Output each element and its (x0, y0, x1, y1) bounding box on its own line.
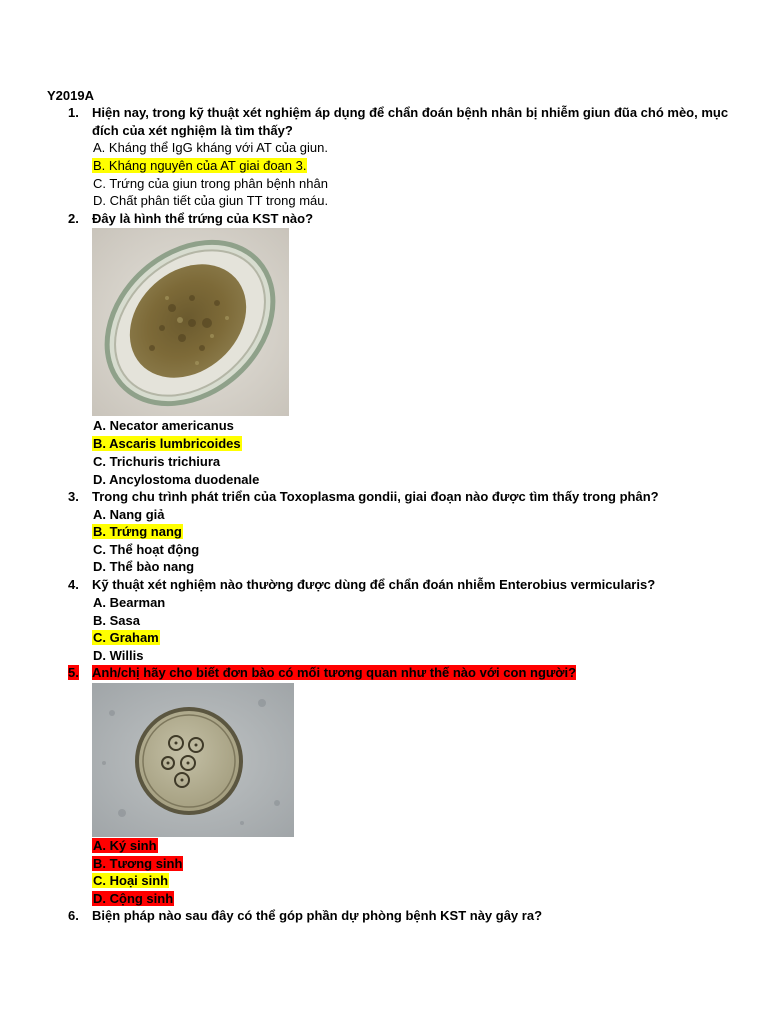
question-1-option-c: C. Trứng của giun trong phân bệnh nhân (93, 176, 328, 191)
question-2-option-b (92, 435, 242, 453)
answer-highlight: C. Graham (93, 630, 159, 645)
answer-highlight: C. Hoại sinh (93, 873, 169, 888)
answer-highlight: B. Ascaris lumbricoides (93, 436, 241, 451)
document-title: Y2019A (47, 88, 94, 103)
question-3-option-a: A. Nang giả (93, 507, 165, 522)
question-1-number: 1. (68, 105, 79, 120)
question-4-option-d: D. Willis (93, 648, 144, 663)
question-4-option-b: B. Sasa (93, 613, 140, 628)
question-4-option-c (92, 629, 160, 647)
question-5-option-c (92, 872, 169, 890)
question-2-option-a: A. Necator americanus (93, 418, 234, 433)
question-4-number: 4. (68, 577, 79, 592)
question-3-number: 3. (68, 489, 79, 504)
question-4-option-a: A. Bearman (93, 595, 166, 610)
protozoan-cyst-micrograph (92, 683, 294, 837)
question-2-option-d: D. Ancylostoma duodenale (93, 472, 260, 487)
question-2-option-c: C. Trichuris trichiura (93, 454, 221, 469)
question-5-option-d (92, 890, 174, 908)
question-5-option-a (92, 837, 158, 855)
question-2-text: Đây là hình thể trứng của KST nào? (92, 211, 314, 226)
question-3-option-b (92, 523, 183, 541)
question-6-text: Biện pháp nào sau đây có thể góp phần dự phòng bệnh KST này gây ra? (92, 908, 543, 923)
question-5-option-b (92, 855, 183, 873)
question-6-number: 6. (68, 908, 79, 923)
question-1-text: Hiện nay, trong kỹ thuật xét nghiệm áp dụng để chẩn đoán bệnh nhân bị nhiễm giun đũa chó mèo, mục đích của xét nghiệm là tìm thấy? (92, 105, 729, 138)
question-1-option-a: A. Kháng thể IgG kháng với AT của giun. (93, 140, 328, 155)
question-1-option-d: D. Chất phân tiết của giun TT trong máu. (93, 193, 329, 208)
question-3-text: Trong chu trình phát triển của Toxoplasma gondii, giai đoạn nào được tìm thấy trong phân? (92, 489, 659, 504)
question-4-text: Kỹ thuật xét nghiệm nào thường được dùng để chẩn đoán nhiễm Enterobius vermicularis? (92, 577, 656, 592)
ascaris-egg-micrograph (92, 228, 289, 416)
answer-highlight: B. Kháng nguyên của AT giai đoạn 3. (93, 158, 307, 173)
question-5-number (68, 664, 90, 682)
question-highlight: 5. (68, 665, 79, 680)
question-highlight: Anh/chị hãy cho biết đơn bào có mối tương quan như thế nào với con người? (92, 665, 577, 680)
question-5-text (92, 664, 732, 682)
answer-highlight: B. Trứng nang (93, 524, 182, 539)
answer-highlight: D. Cộng sinh (93, 891, 174, 906)
question-2-number: 2. (68, 211, 79, 226)
answer-highlight: B. Tương sinh (93, 856, 183, 871)
question-3-option-d: D. Thể bào nang (93, 559, 195, 574)
answer-highlight: A. Ký sinh (93, 838, 157, 853)
question-3-option-c: C. Thể hoạt động (93, 542, 200, 557)
question-1-option-b (92, 157, 307, 175)
